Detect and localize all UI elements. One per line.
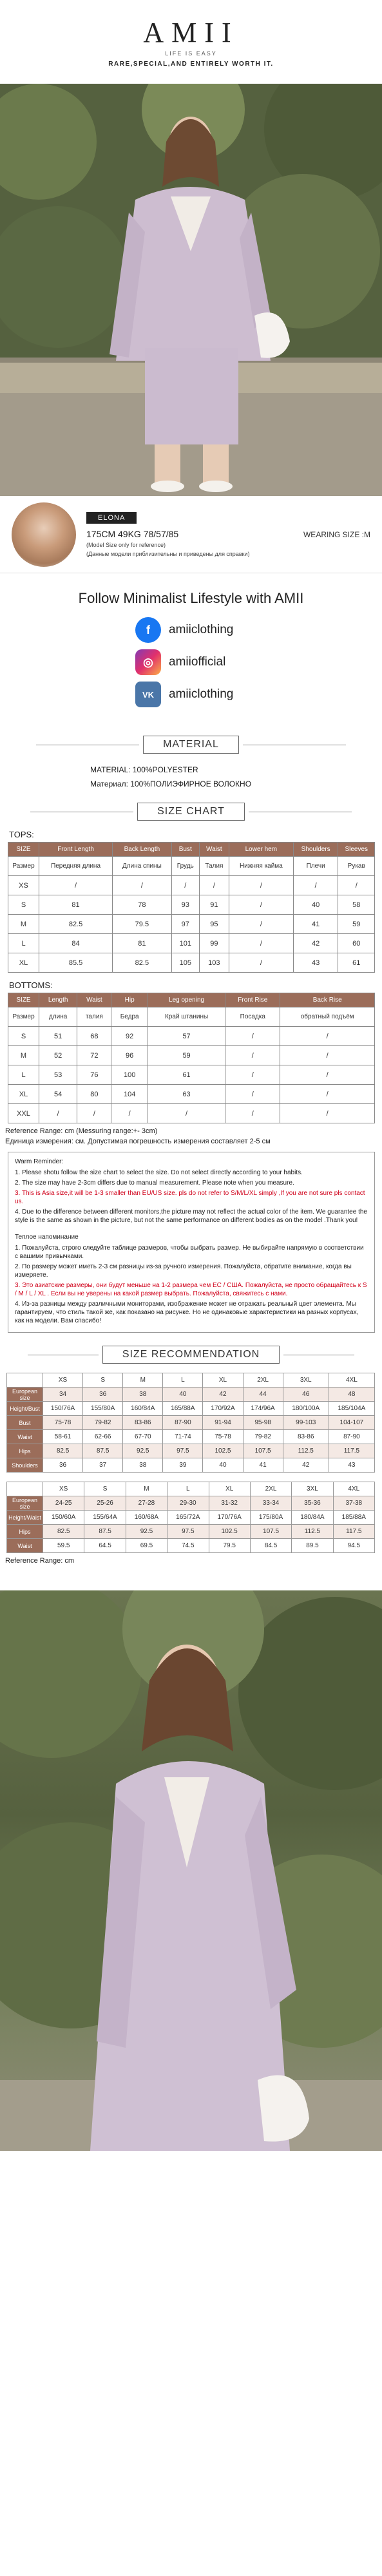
table-cell: 99 (199, 934, 229, 953)
table-cell: / (338, 876, 375, 895)
table-cell: 61 (148, 1065, 225, 1085)
table-cell: L (8, 934, 39, 953)
table-cell: / (229, 915, 293, 934)
table-cell: 51 (39, 1027, 77, 1046)
table-cell: / (293, 876, 338, 895)
rec-cell: 64.5 (84, 1539, 126, 1553)
size-recommendation-heading (0, 1346, 382, 1364)
rec-cell: 160/68A (126, 1511, 167, 1525)
tops-body (8, 876, 375, 973)
rec-row-label: European size (7, 1388, 43, 1402)
table-cell: 84 (39, 934, 113, 953)
brand-subtitle: LIFE IS EASY (165, 50, 217, 57)
table-cell: 59 (148, 1046, 225, 1065)
rec-cell: 97.5 (167, 1525, 209, 1539)
rec-cell: 170/92A (203, 1402, 243, 1416)
rec-cell: 46 (283, 1388, 329, 1402)
reminder-ru-3: 3. Это азиатские размеры, они будут меньше на 1-2 размера чем ЕС / США. Пожалуйста, не просто обращайтесь к S / M / L / XL . Если вы не уверены на какой размер выбрать. Пожалуйста, свяжитесь с нами. (15, 1282, 367, 1297)
rec-cell: 38 (123, 1388, 163, 1402)
social-section (0, 573, 382, 727)
rec-cell: 87.5 (83, 1444, 123, 1458)
rec-cell: 79-82 (83, 1416, 123, 1430)
table-cell: / (225, 1065, 280, 1085)
vk-handle[interactable]: amiiclothing (169, 687, 234, 701)
table-cell: 91 (199, 895, 229, 915)
table-cell: S (8, 895, 39, 915)
rec-cell: 99-103 (283, 1416, 329, 1430)
rec-cell: 165/72A (167, 1511, 209, 1525)
warm-reminder (8, 1152, 375, 1333)
social-instagram[interactable] (135, 649, 382, 675)
rec-cell: 83-86 (283, 1430, 329, 1444)
table-cell: / (39, 1104, 77, 1123)
table-cell: 82.5 (113, 953, 172, 973)
rec-row (7, 1388, 375, 1402)
table-row (8, 895, 375, 915)
model-profile (0, 496, 382, 573)
rec-row (7, 1525, 375, 1539)
table-cell: / (171, 876, 199, 895)
rec-cell: 165/88A (163, 1402, 203, 1416)
rec-cell: 117.5 (329, 1444, 374, 1458)
rec-cell: 37 (83, 1458, 123, 1473)
table-cell: 96 (111, 1046, 148, 1065)
rec-row (7, 1511, 375, 1525)
rec-cell: 155/80A (83, 1402, 123, 1416)
table-row (8, 1046, 375, 1065)
table-cell: XL (8, 1085, 39, 1104)
rec-cell: 31-32 (209, 1496, 250, 1511)
reminder-title-en: Warm Reminder: (15, 1158, 64, 1165)
rec-cell: 150/60A (43, 1511, 84, 1525)
table-cell: / (280, 1046, 375, 1065)
reminder-title-ru: Теплое напоминание (15, 1234, 79, 1241)
table-row (8, 915, 375, 934)
brand-tagline: RARE,SPECIAL,AND ENTIRELY WORTH IT. (108, 61, 274, 68)
rec-row (7, 1539, 375, 1553)
rec-cell: 82.5 (43, 1525, 84, 1539)
table-cell: / (229, 895, 293, 915)
photo-background-bottom (0, 1590, 382, 2151)
rec-cell: 40 (163, 1388, 203, 1402)
bottoms-label: BOTTOMS: (9, 980, 53, 990)
tops-header-ru-row: Размер Передняя длина Длина спины Грудь Талия Нижняя кайма Плечи Рукав (8, 857, 375, 876)
table-cell: / (199, 876, 229, 895)
bottoms-rec-header-row: Bottoms size XS S M L XL 2XL 3XL 4XL (7, 1482, 375, 1496)
rec-row-label: Waist (7, 1430, 43, 1444)
table-cell: 41 (293, 915, 338, 934)
table-cell: / (148, 1104, 225, 1123)
rec-cell: 42 (203, 1388, 243, 1402)
instagram-handle[interactable]: amiiofficial (169, 655, 226, 669)
rec-cell: 62-66 (83, 1430, 123, 1444)
rec-cell: 41 (243, 1458, 283, 1473)
rec-row-label: Height/Bust (7, 1402, 43, 1416)
tops-size-table (8, 842, 375, 973)
rec-cell: 38 (123, 1458, 163, 1473)
bottoms-body (8, 1027, 375, 1123)
table-cell: 95 (199, 915, 229, 934)
rec-row-label: Height/Waist (7, 1511, 43, 1525)
reminder-ru-4: 4. Из-за разницы между различными мониторами, изображение может не отражать реальный цвет элемента. Мы гарантируем, что стиль такой же, как показано на рисунке. Но не одинаковые характеристики на разных корпусах, как на модели. Вам спасибо! (15, 1301, 359, 1324)
rec-cell: 39 (163, 1458, 203, 1473)
table-row (8, 953, 375, 973)
rec-cell: 89.5 (292, 1539, 333, 1553)
table-cell: / (280, 1085, 375, 1104)
product-photo-bottom (0, 1590, 382, 2151)
rec-cell: 59.5 (43, 1539, 84, 1553)
reminder-en-3: 3. This is Asia size,it will be 1-3 smaller than EU/US size. pls do not refer to S/M/L/XL simply ,If you are not sure pls contact us. (15, 1190, 365, 1205)
table-cell: 68 (77, 1027, 111, 1046)
rec-cell: 71-74 (163, 1430, 203, 1444)
table-cell: 82.5 (39, 915, 113, 934)
tops-rec-header-row: Tops size XS S M L XL 2XL 3XL 4XL (7, 1373, 375, 1388)
reminder-ru-2: 2. По размеру может иметь 2-3 см разницы из-за ручного измерения. Пожалуйста, обратите внимание, когда вы измеряете. (15, 1263, 352, 1279)
rec-cell: 69.5 (126, 1539, 167, 1553)
rec-cell: 91-94 (203, 1416, 243, 1430)
social-vk[interactable] (135, 682, 382, 707)
table-cell: 104 (111, 1085, 148, 1104)
rec-row-label: Hips (7, 1444, 43, 1458)
rec-cell: 79.5 (209, 1539, 250, 1553)
instagram-icon: ◎ (135, 649, 161, 675)
rec-cell: 33-34 (250, 1496, 291, 1511)
rec-cell: 43 (329, 1458, 374, 1473)
model-note-en: (Model Size only for reference) (86, 542, 166, 548)
table-row (8, 1085, 375, 1104)
table-cell: / (280, 1065, 375, 1085)
social-facebook[interactable] (135, 617, 382, 643)
rec-cell: 58-61 (43, 1430, 83, 1444)
range-en: Reference Range: cm (Messuring range:+- 3cm) (5, 1127, 158, 1135)
table-cell: L (8, 1065, 39, 1085)
table-cell: / (280, 1027, 375, 1046)
table-cell: 43 (293, 953, 338, 973)
reminder-en-1: 1. Please shotu follow the size chart to select the size. Do not select directly according to your habits. (15, 1169, 303, 1176)
rec-cell: 94.5 (333, 1539, 374, 1553)
rec-row (7, 1430, 375, 1444)
tops-header-row: SIZE Front Length Back Length Bust Waist Lower hem Shoulders Sleeves (8, 843, 375, 857)
facebook-icon: f (135, 617, 161, 643)
rec-row-label: European size (7, 1496, 43, 1511)
product-photo-top (0, 84, 382, 496)
table-cell: 52 (39, 1046, 77, 1065)
rec-cell: 36 (43, 1458, 83, 1473)
table-cell: 81 (39, 895, 113, 915)
rec-row (7, 1458, 375, 1473)
table-cell: / (77, 1104, 111, 1123)
reminder-ru-1: 1. Пожалуйста, строго следуйте таблице размеров, чтобы выбрать размер. Не выбирайте напрямую в соответствии с вашими привычками. (15, 1245, 364, 1260)
rec-cell: 36 (83, 1388, 123, 1402)
rec-cell: 185/104A (329, 1402, 374, 1416)
table-cell: XL (8, 953, 39, 973)
table-cell: 54 (39, 1085, 77, 1104)
rec-row-label: Shoulders (7, 1458, 43, 1473)
model-name: ELONA (86, 512, 137, 524)
table-cell: 85.5 (39, 953, 113, 973)
model-wearing-size: WEARING SIZE :M (303, 530, 370, 539)
material-heading-label: MATERIAL (143, 736, 239, 754)
tops-label: TOPS: (9, 830, 34, 839)
table-row (8, 1104, 375, 1123)
table-cell: 76 (77, 1065, 111, 1085)
table-row (8, 934, 375, 953)
bottoms-recommendation-table (6, 1482, 375, 1553)
table-cell: 97 (171, 915, 199, 934)
table-row (8, 876, 375, 895)
table-row (8, 1027, 375, 1046)
social-title: Follow Minimalist Lifestyle with AMII (78, 590, 304, 606)
table-cell: 92 (111, 1027, 148, 1046)
table-cell: 61 (338, 953, 375, 973)
photo-background (0, 84, 382, 496)
brand-header (0, 0, 382, 84)
table-cell: 53 (39, 1065, 77, 1085)
size-recommendation-heading-label: SIZE RECOMMENDATION (102, 1346, 280, 1364)
tops-rec-body (7, 1388, 375, 1473)
table-cell: / (225, 1046, 280, 1065)
rec-cell: 42 (283, 1458, 329, 1473)
facebook-handle[interactable]: amiiclothing (169, 623, 234, 636)
reminder-en-4: 4. Due to the difference between different monitors,the picture may not reflect the actual color of the item. We guarantee the style is the same as shown in the picture, but not the same performance on different bodies as on the model .Thank you! (15, 1208, 367, 1224)
rec-cell: 150/76A (43, 1402, 83, 1416)
rec-cell: 44 (243, 1388, 283, 1402)
rec-row-label: Bust (7, 1416, 43, 1430)
table-cell: 100 (111, 1065, 148, 1085)
rec-cell: 117.5 (333, 1525, 374, 1539)
rec-cell: 87-90 (163, 1416, 203, 1430)
model-avatar (12, 502, 76, 567)
rec-cell: 29-30 (167, 1496, 209, 1511)
rec-cell: 40 (203, 1458, 243, 1473)
table-cell: / (225, 1104, 280, 1123)
rec-cell: 84.5 (250, 1539, 291, 1553)
reminder-en-2: 2. The size may have 2-3cm differs due to manual measurement. Please note when you measure. (15, 1179, 294, 1187)
rec-cell: 24-25 (43, 1496, 84, 1511)
rec-cell: 75-78 (43, 1416, 83, 1430)
table-cell: XS (8, 876, 39, 895)
table-cell: 79.5 (113, 915, 172, 934)
range-ru: Единица измерения: см. Допустимая погрешность измерения составляет 2-5 см (5, 1138, 271, 1145)
table-cell: / (111, 1104, 148, 1123)
rec-cell: 112.5 (292, 1525, 333, 1539)
bottoms-header-row: SIZE Length Waist Hip Leg opening Front Rise Back Rise (8, 993, 375, 1007)
rec-cell: 87-90 (329, 1430, 374, 1444)
rec-cell: 37-38 (333, 1496, 374, 1511)
table-cell: 60 (338, 934, 375, 953)
rec-cell: 112.5 (283, 1444, 329, 1458)
table-cell: / (229, 934, 293, 953)
rec-cell: 102.5 (203, 1444, 243, 1458)
rec-cell: 170/76A (209, 1511, 250, 1525)
rec-cell: 107.5 (243, 1444, 283, 1458)
rec-cell: 185/88A (333, 1511, 374, 1525)
table-cell: 58 (338, 895, 375, 915)
rec-cell: 92.5 (123, 1444, 163, 1458)
rec-cell: 27-28 (126, 1496, 167, 1511)
rec-cell: 87.5 (84, 1525, 126, 1539)
table-cell: 80 (77, 1085, 111, 1104)
table-cell: 105 (171, 953, 199, 973)
bottoms-size-table (8, 993, 375, 1123)
table-cell: 101 (171, 934, 199, 953)
size-chart-heading (0, 803, 382, 821)
table-cell: M (8, 915, 39, 934)
rec-cell: 104-107 (329, 1416, 374, 1430)
table-cell: 81 (113, 934, 172, 953)
rec-cell: 75-78 (203, 1430, 243, 1444)
table-cell: 78 (113, 895, 172, 915)
rec-cell: 82.5 (43, 1444, 83, 1458)
table-cell: / (229, 876, 293, 895)
rec-cell: 92.5 (126, 1525, 167, 1539)
table-cell: 57 (148, 1027, 225, 1046)
rec-cell: 35-36 (292, 1496, 333, 1511)
rec-cell: 102.5 (209, 1525, 250, 1539)
table-cell: 72 (77, 1046, 111, 1065)
rec-cell: 107.5 (250, 1525, 291, 1539)
material-ru: Материал: 100%ПОЛИЭФИРНОЕ ВОЛОКНО (90, 779, 252, 788)
table-cell: / (229, 953, 293, 973)
rec-cell: 34 (43, 1388, 83, 1402)
rec-cell: 160/84A (123, 1402, 163, 1416)
rec-cell: 48 (329, 1388, 374, 1402)
table-cell: 42 (293, 934, 338, 953)
table-cell: / (225, 1027, 280, 1046)
rec-row-label: Waist (7, 1539, 43, 1553)
material-info (0, 763, 382, 791)
rec-cell: 25-26 (84, 1496, 126, 1511)
rec-cell: 180/84A (292, 1511, 333, 1525)
rec-cell: 180/100A (283, 1402, 329, 1416)
rec-reference-range: Reference Range: cm (5, 1557, 74, 1565)
table-cell: M (8, 1046, 39, 1065)
table-cell: XXL (8, 1104, 39, 1123)
bottoms-rec-body (7, 1496, 375, 1553)
size-chart-heading-label: SIZE CHART (137, 803, 245, 821)
table-cell: / (225, 1085, 280, 1104)
table-cell: S (8, 1027, 39, 1046)
model-stats: 175CM 49KG 78/57/85 (86, 529, 179, 539)
model-note-ru: (Данные модели приблизительны и приведены для справки) (86, 551, 250, 557)
rec-row (7, 1416, 375, 1430)
table-cell: / (280, 1104, 375, 1123)
table-row (8, 1065, 375, 1085)
table-cell: / (39, 876, 113, 895)
table-cell: 103 (199, 953, 229, 973)
vk-icon: VK (135, 682, 161, 707)
material-heading (0, 736, 382, 754)
rec-cell: 175/80A (250, 1511, 291, 1525)
rec-row (7, 1496, 375, 1511)
brand-logo: AMII (143, 17, 239, 48)
rec-cell: 174/96A (243, 1402, 283, 1416)
table-cell: 59 (338, 915, 375, 934)
rec-cell: 95-98 (243, 1416, 283, 1430)
rec-cell: 97.5 (163, 1444, 203, 1458)
table-cell: 93 (171, 895, 199, 915)
rec-row (7, 1444, 375, 1458)
bottoms-header-ru-row: Размер длина талия Бедра Край штанины Посадка обратный подъём (8, 1007, 375, 1027)
rec-cell: 79-82 (243, 1430, 283, 1444)
table-cell: / (113, 876, 172, 895)
material-en: MATERIAL: 100%POLYESTER (90, 765, 198, 774)
rec-cell: 74.5 (167, 1539, 209, 1553)
rec-cell: 67-70 (123, 1430, 163, 1444)
rec-row-label: Hips (7, 1525, 43, 1539)
rec-cell: 155/64A (84, 1511, 126, 1525)
table-cell: 40 (293, 895, 338, 915)
rec-cell: 83-86 (123, 1416, 163, 1430)
model-info (86, 511, 370, 557)
table-cell: 63 (148, 1085, 225, 1104)
rec-row (7, 1402, 375, 1416)
tops-recommendation-table (6, 1373, 375, 1473)
